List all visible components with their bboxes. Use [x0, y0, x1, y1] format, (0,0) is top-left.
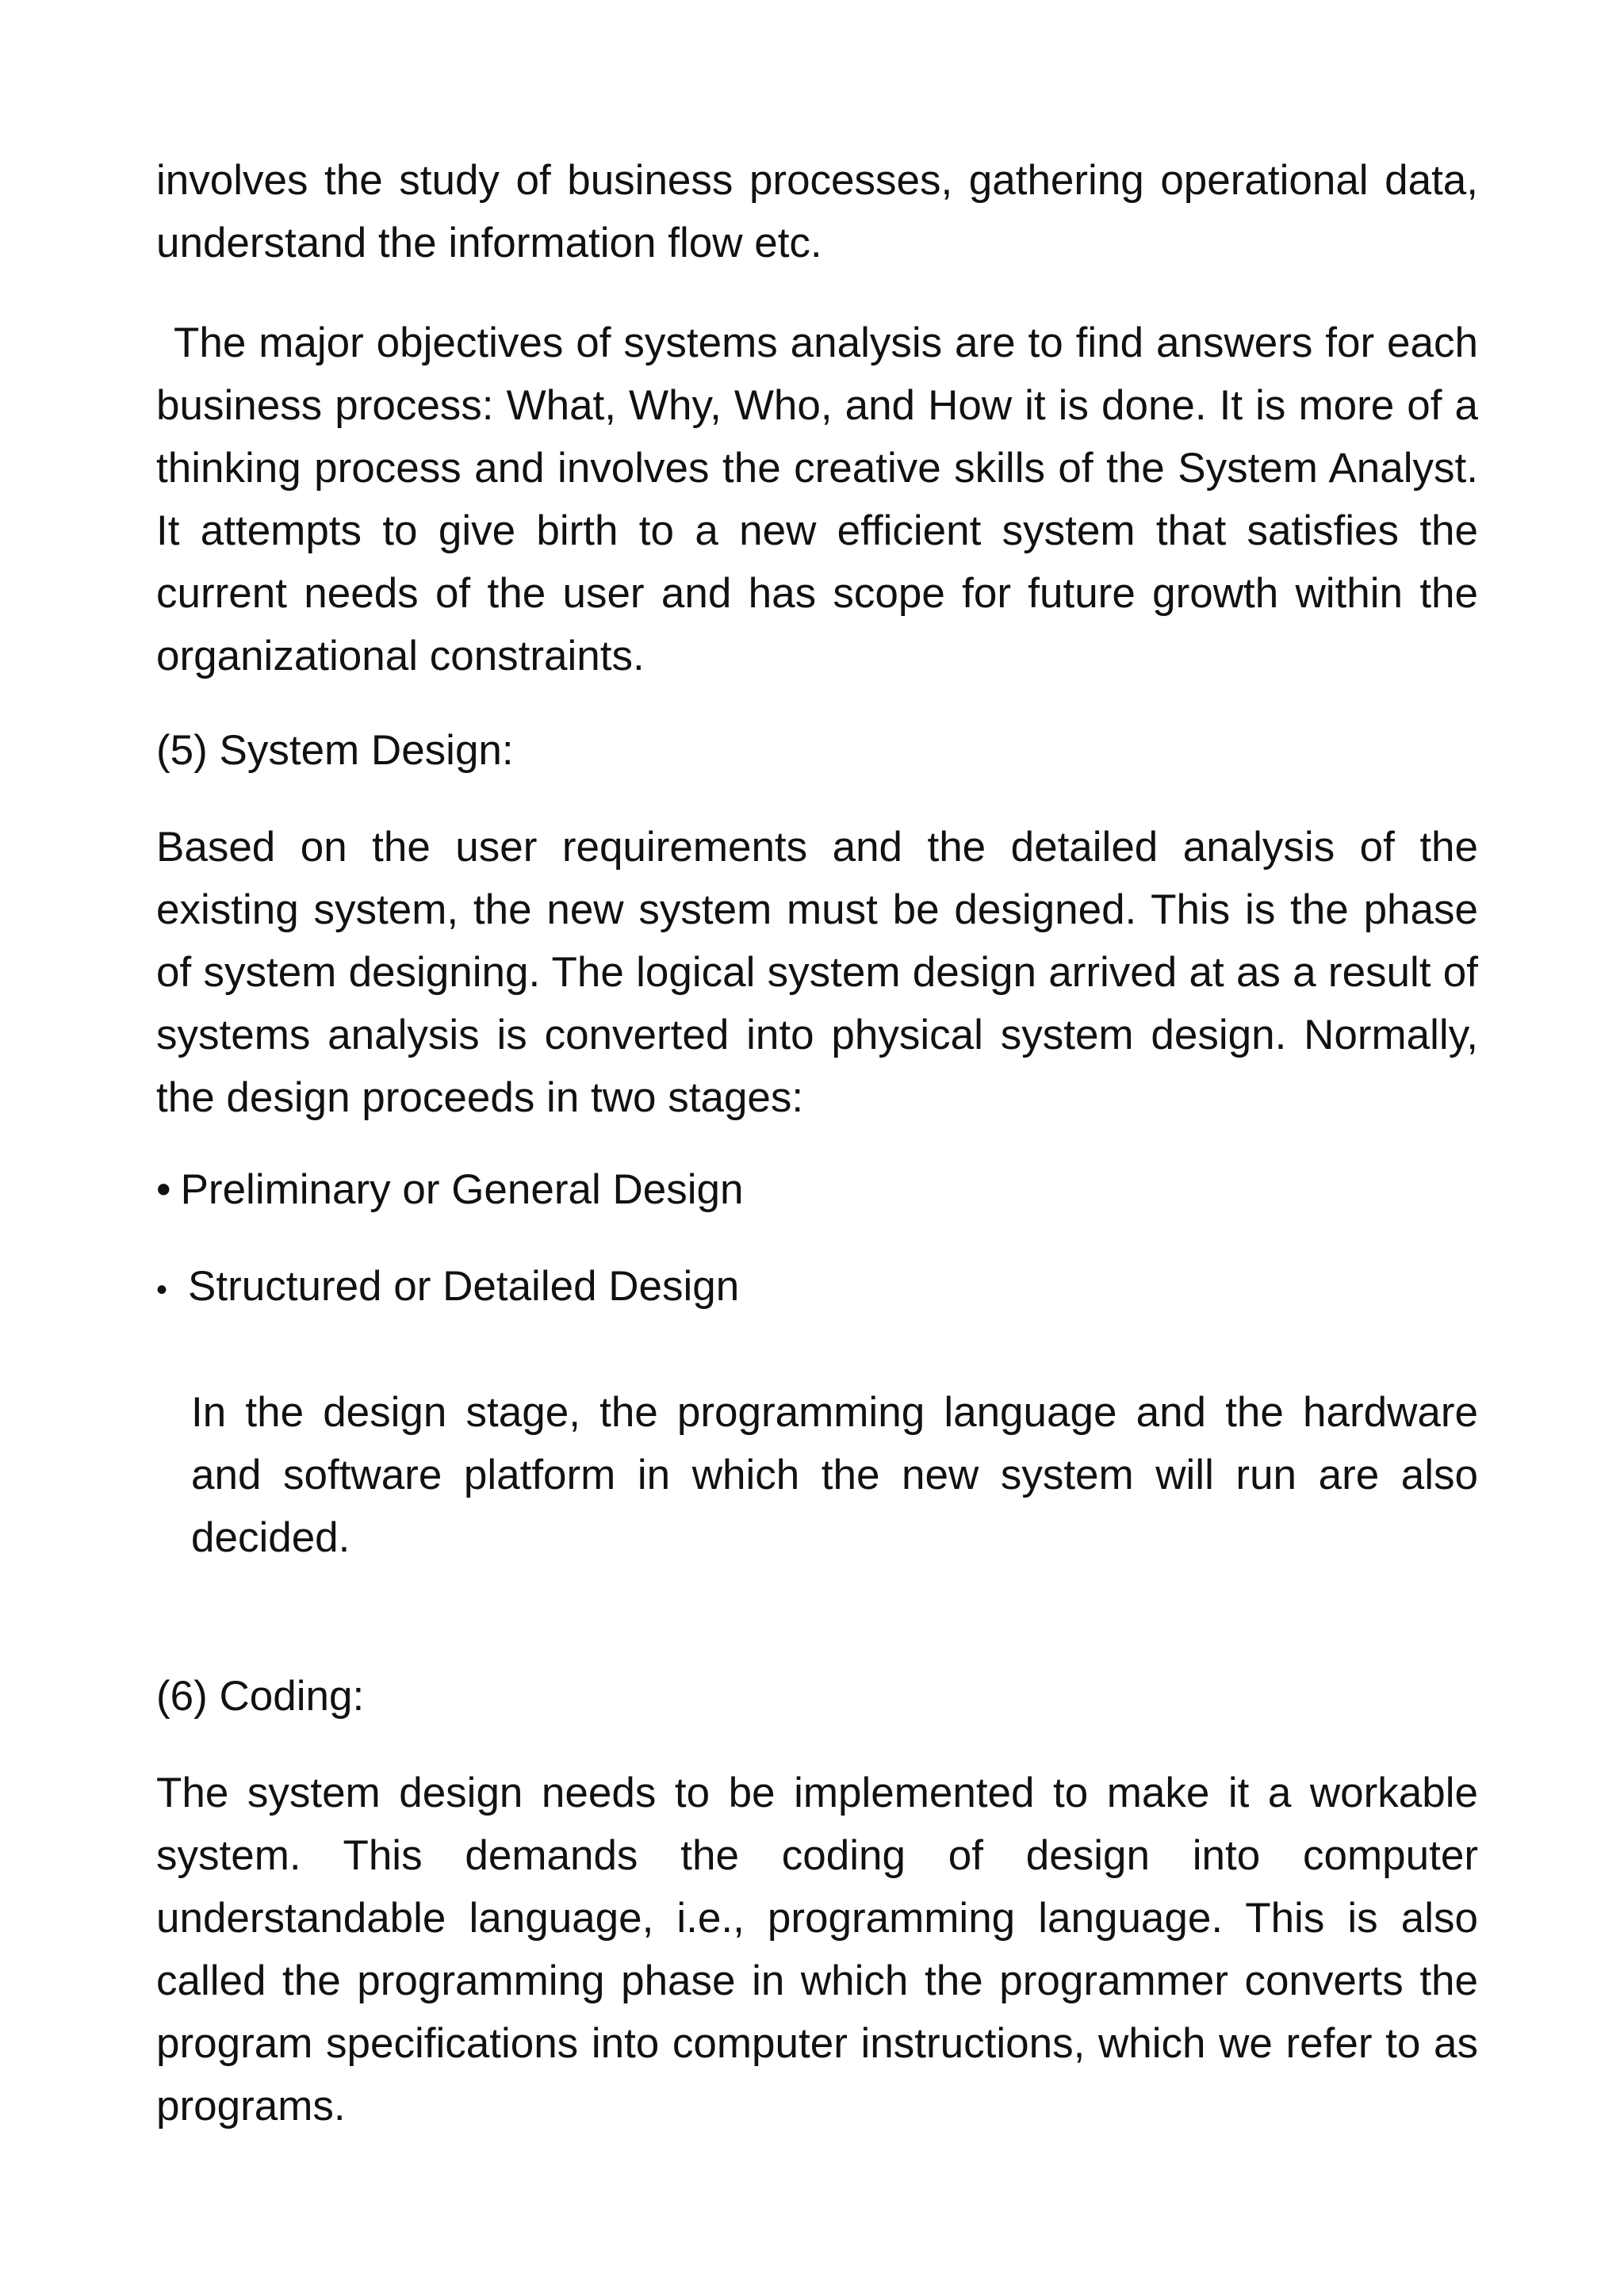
paragraph-system-design: Based on the user requirements and the detailed analysis of the existing system, the new system must be designed. This is the phase of system designing. The logical system design arrived at as a result of systems analysis is converted into physical system design. Normally, the design proceeds in two stages:	[156, 824, 1478, 1121]
heading-system-design: (5) System Design:	[156, 727, 514, 774]
paragraph-design-stage: In the design stage, the programming language and the hardware and software platform in which the new system will run are also decided.	[191, 1389, 1478, 1561]
bullet-item-preliminary-design	[156, 1158, 743, 1221]
bullet-text: Structured or Detailed Design	[188, 1263, 740, 1310]
heading-coding: (6) Coding:	[156, 1673, 365, 1720]
paragraph-analysis-continued: involves the study of business processes, gathering operational data, understand the information flow etc.	[156, 157, 1478, 266]
bullet-icon: •	[156, 1166, 171, 1213]
paragraph-coding: The system design needs to be implemented to make it a workable system. This demands the coding of design into computer understandable language, i.e., programming language. This is also called the programming phase in which the programmer converts the program specifications into computer instructions, which we refer to as programs.	[156, 1770, 1478, 2130]
bullet-icon: •	[156, 1272, 168, 1307]
paragraph-analysis-objectives: The major objectives of systems analysis are to find answers for each business process: What, Why, Who, and How it is done. It is more of a thinking process and involves the creative skills of the System Analyst. It attempts to give birth to a new efficient system that satisfies the current needs of the user and has scope for future growth within the organizational constraints.	[156, 320, 1478, 679]
bullet-item-detailed-design	[156, 1255, 739, 1322]
bullet-text: Preliminary or General Design	[180, 1166, 744, 1213]
